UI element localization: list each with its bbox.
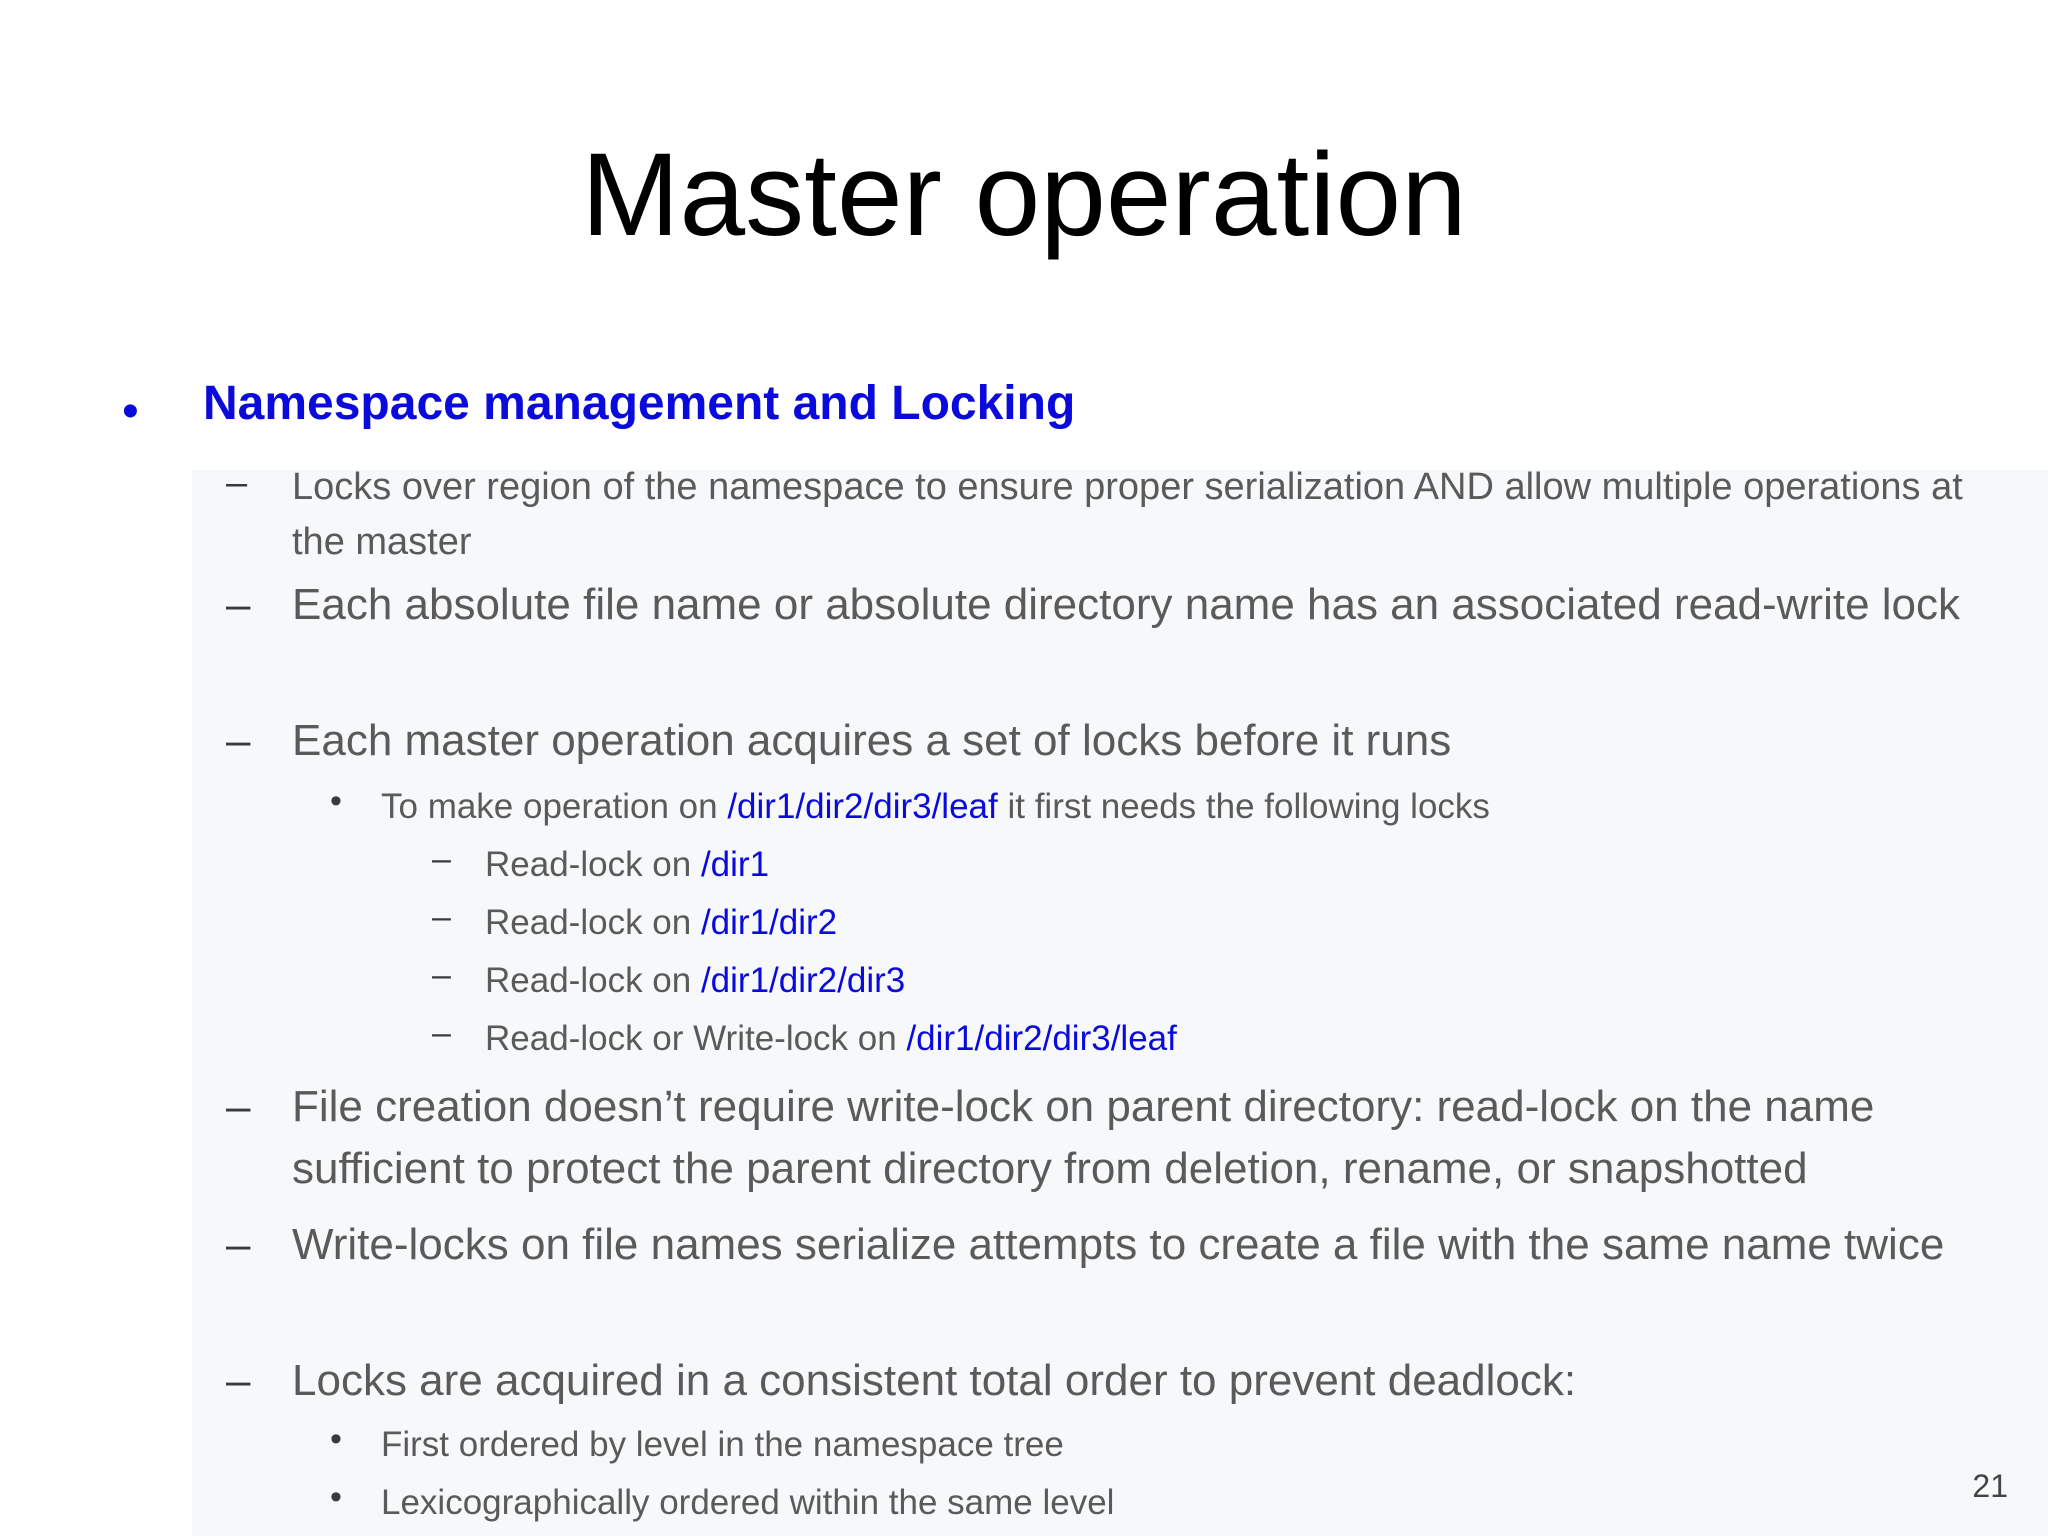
lock-prefix: Read-lock or Write-lock on — [485, 1019, 907, 1058]
bullet-dot-icon: • — [330, 1478, 342, 1516]
dash-icon: – — [226, 580, 251, 629]
lock-path: /dir1/dir2 — [700, 903, 838, 942]
bullet-text: Locks are acquired in a consistent total order to prevent deadlock: — [292, 1356, 1577, 1405]
dash-icon: – — [226, 716, 251, 765]
dash-icon: – — [432, 840, 451, 878]
lock-path: /dir1 — [700, 845, 770, 884]
lock-path: /dir1/dir2/dir3/leaf — [906, 1019, 1177, 1058]
bullet-text: Locks over region of the namespace to ensure proper serialization AND allow multiple operations at the master — [292, 466, 1963, 563]
bullet-dot-icon: • — [122, 385, 139, 438]
bullet-text: Lexicographically ordered within the same level — [381, 1483, 1115, 1522]
dash-icon: – — [432, 1014, 451, 1052]
bullet-text — [485, 840, 1985, 889]
lock-prefix: Read-lock on — [485, 961, 701, 1000]
lock-path: /dir1/dir2/dir3 — [700, 961, 906, 1000]
bullet-text: Write-locks on file names serialize attempts to create a file with the same name twice — [292, 1220, 1945, 1269]
heading-text: Namespace management and Locking — [203, 377, 1076, 430]
lock-prefix: Read-lock on — [485, 903, 701, 942]
dash-icon: – — [226, 1356, 251, 1405]
bullet-text — [485, 1014, 1985, 1063]
example-path: /dir1/dir2/dir3/leaf — [727, 787, 998, 826]
example-suffix: it first needs the following locks — [997, 787, 1490, 826]
page-number: 21 — [1972, 1468, 2008, 1504]
bullet-text: First ordered by level in the namespace tree — [381, 1425, 1064, 1464]
lock-prefix: Read-lock on — [485, 845, 701, 884]
dash-icon: – — [226, 462, 248, 504]
bullet-text — [485, 898, 1985, 947]
bullet-text: Each absolute file name or absolute directory name has an associated read-write lock — [292, 580, 1961, 629]
slide-title: Master operation — [581, 129, 1467, 261]
bullet-text: File creation doesn’t require write-lock on parent directory: read-lock on the name sufficient to protect the parent directory from deletion, rename, or snapshotted — [292, 1082, 1875, 1193]
example-prefix: To make operation on — [381, 787, 728, 826]
dash-icon: – — [226, 1220, 251, 1269]
bullet-text: Each master operation acquires a set of locks before it runs — [292, 716, 1452, 765]
bullet-text — [485, 956, 1985, 1005]
dash-icon: – — [226, 1082, 251, 1131]
dash-icon: – — [432, 898, 451, 936]
dash-icon: – — [432, 956, 451, 994]
bullet-dot-icon: • — [330, 782, 342, 820]
bullet-dot-icon: • — [330, 1420, 342, 1458]
bullet-text — [381, 782, 2001, 831]
